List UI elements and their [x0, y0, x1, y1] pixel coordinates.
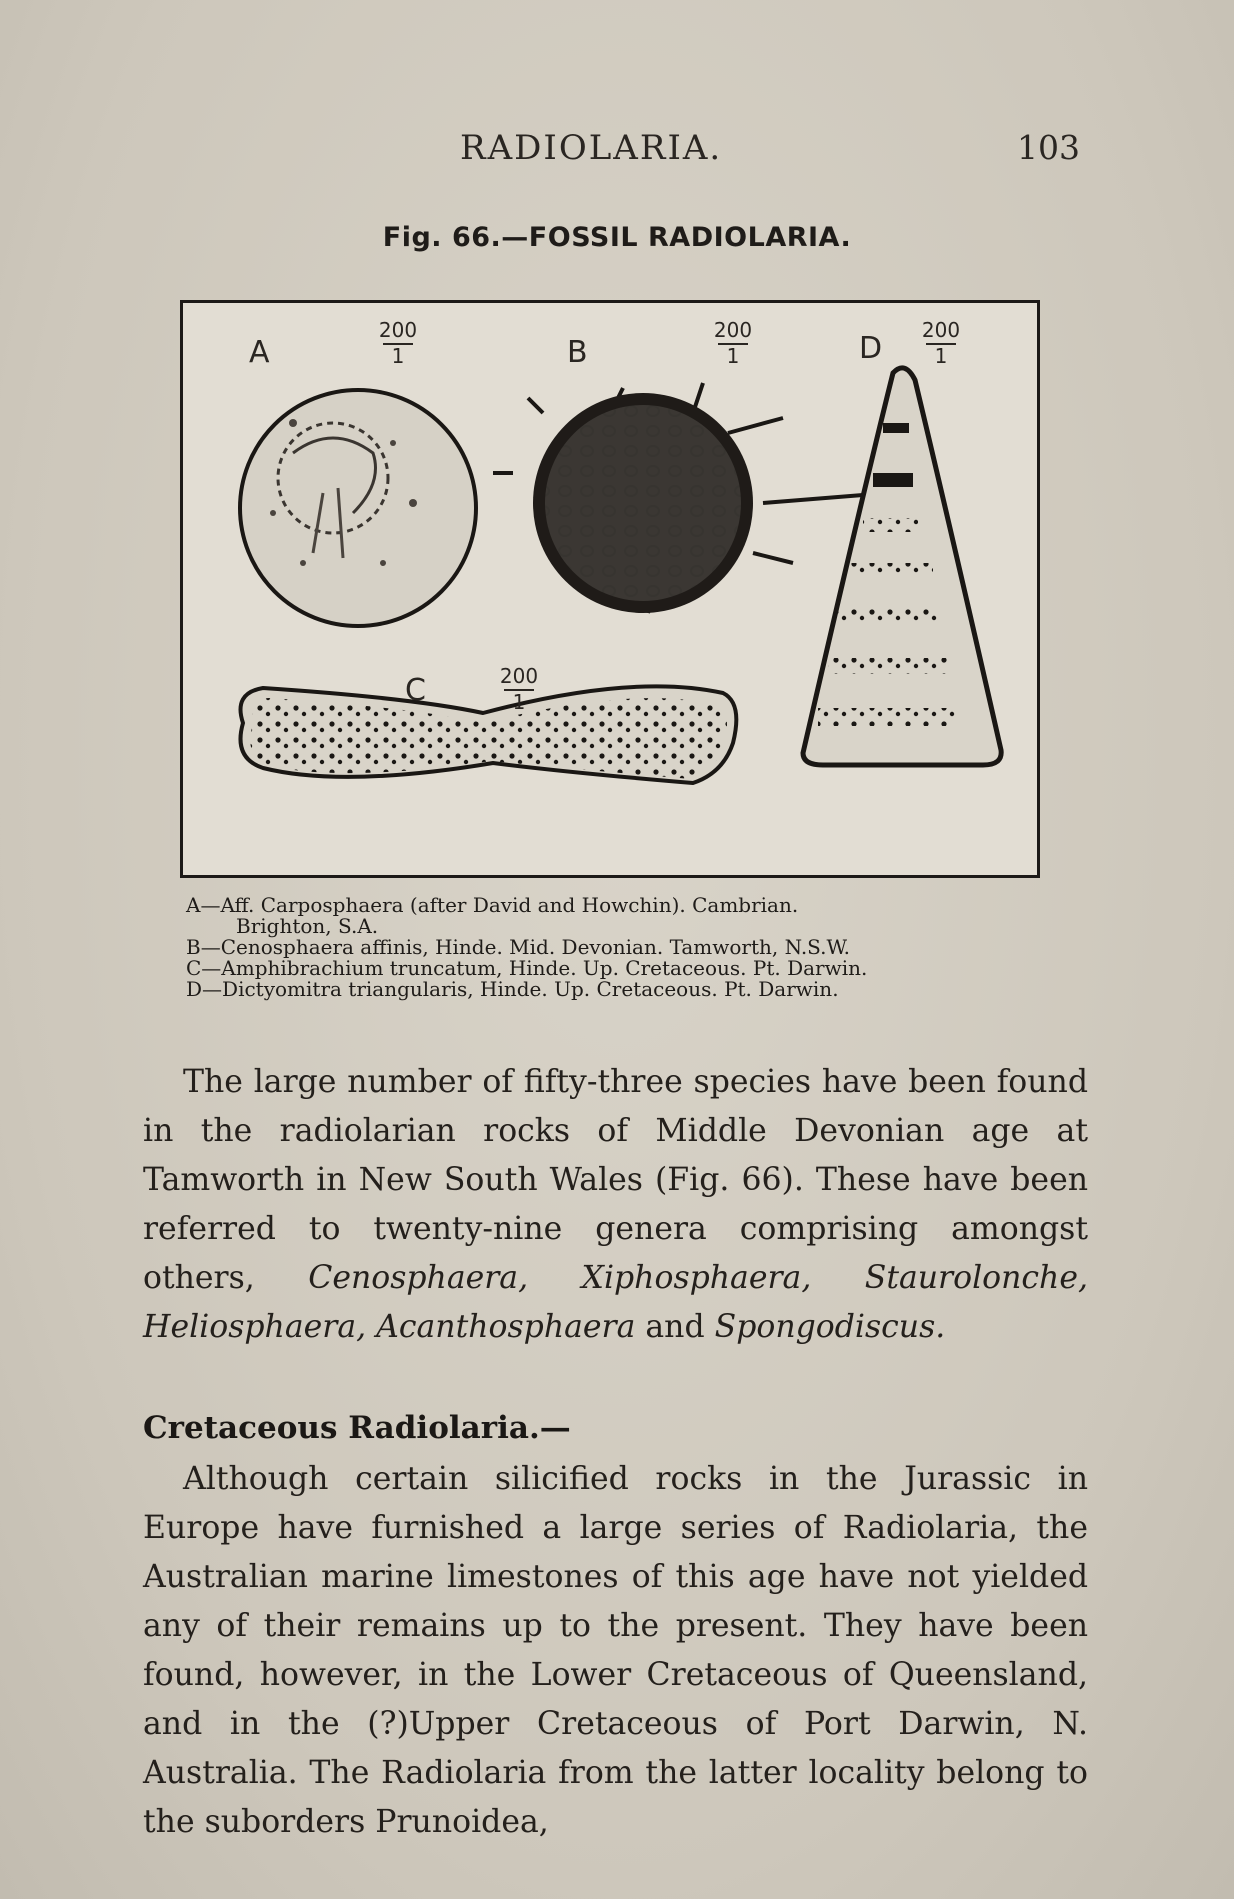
scale-d-numerator: 200 — [921, 318, 961, 342]
section-heading: Cretaceous Radiolaria.— — [143, 1410, 571, 1446]
scale-mark-b — [703, 319, 763, 367]
label-a: A — [249, 335, 270, 370]
caption-c: C—Amphibrachium truncatum, Hinde. Up. Cretaceous. Pt. Darwin. — [186, 956, 868, 980]
caption-d: D—Dictyomitra triangularis, Hinde. Up. Cretaceous. Pt. Darwin. — [186, 977, 839, 1001]
scale-a-numerator: 200 — [378, 318, 418, 342]
figure-title: Fig. 66.—FOSSIL RADIOLARIA. — [382, 222, 852, 253]
figure-captions — [186, 895, 1086, 1000]
scale-c-numerator: 200 — [499, 664, 539, 688]
label-d: D — [859, 331, 883, 366]
paragraph-cretaceous: Although certain silicified rocks in the Jurassic in Europe have furnished a large series of Radiolaria, the Australian marine limestones of this age have not yielded any of their remains up to the present. They have been found, however, in the Lower Cretaceous of Queensland, and in the (?)Upper Cretaceous of Port Darwin, N. Australia. The Radiolaria from the latter locality belong to the suborders Prunoidea, — [143, 1461, 1088, 1840]
caption-a-continued: Brighton, S.A. — [236, 914, 379, 938]
scale-mark-d — [911, 319, 971, 367]
paragraph-devonian — [143, 1058, 1088, 1352]
paragraph-1-text: The large number of fifty-three species have been found in the radiolarian rocks of Middle Devonian age at Tamworth in New South Wales (Fig. 66). These have been referred to twenty-nine genera comprising amongst others, — [143, 1064, 1088, 1296]
scale-mark-a — [368, 319, 428, 367]
label-b: B — [567, 335, 588, 370]
caption-a: A—Aff. Carposphaera (after David and Howchin). Cambrian. — [186, 893, 799, 917]
specimen-d-drawing — [803, 368, 1001, 765]
running-head — [140, 128, 1090, 178]
paragraph-1-last-genus: Spongodiscus. — [714, 1309, 946, 1345]
caption-b: B—Cenosphaera affinis, Hinde. Mid. Devonian. Tamworth, N.S.W. — [186, 935, 850, 959]
scale-a-denominator: 1 — [391, 344, 405, 368]
specimen-b-drawing — [493, 383, 863, 613]
scale-c-denominator: 1 — [512, 690, 526, 714]
paragraph-1-genera: Cenosphaera, Xiphosphaera, Staurolonche, Heliosphaera, Acanthosphaera — [143, 1260, 1088, 1345]
scale-mark-c — [489, 665, 549, 713]
running-head-title: RADIOLARIA. — [460, 128, 723, 168]
radiolaria-illustration — [183, 303, 1037, 875]
scale-b-denominator: 1 — [726, 344, 740, 368]
paragraph-1-and: and — [645, 1309, 705, 1345]
figure-plate — [180, 300, 1040, 878]
specimen-a-drawing — [240, 390, 476, 626]
scale-b-numerator: 200 — [713, 318, 753, 342]
label-c: C — [405, 673, 426, 708]
scale-d-denominator: 1 — [934, 344, 948, 368]
page-number: 103 — [1017, 128, 1080, 167]
